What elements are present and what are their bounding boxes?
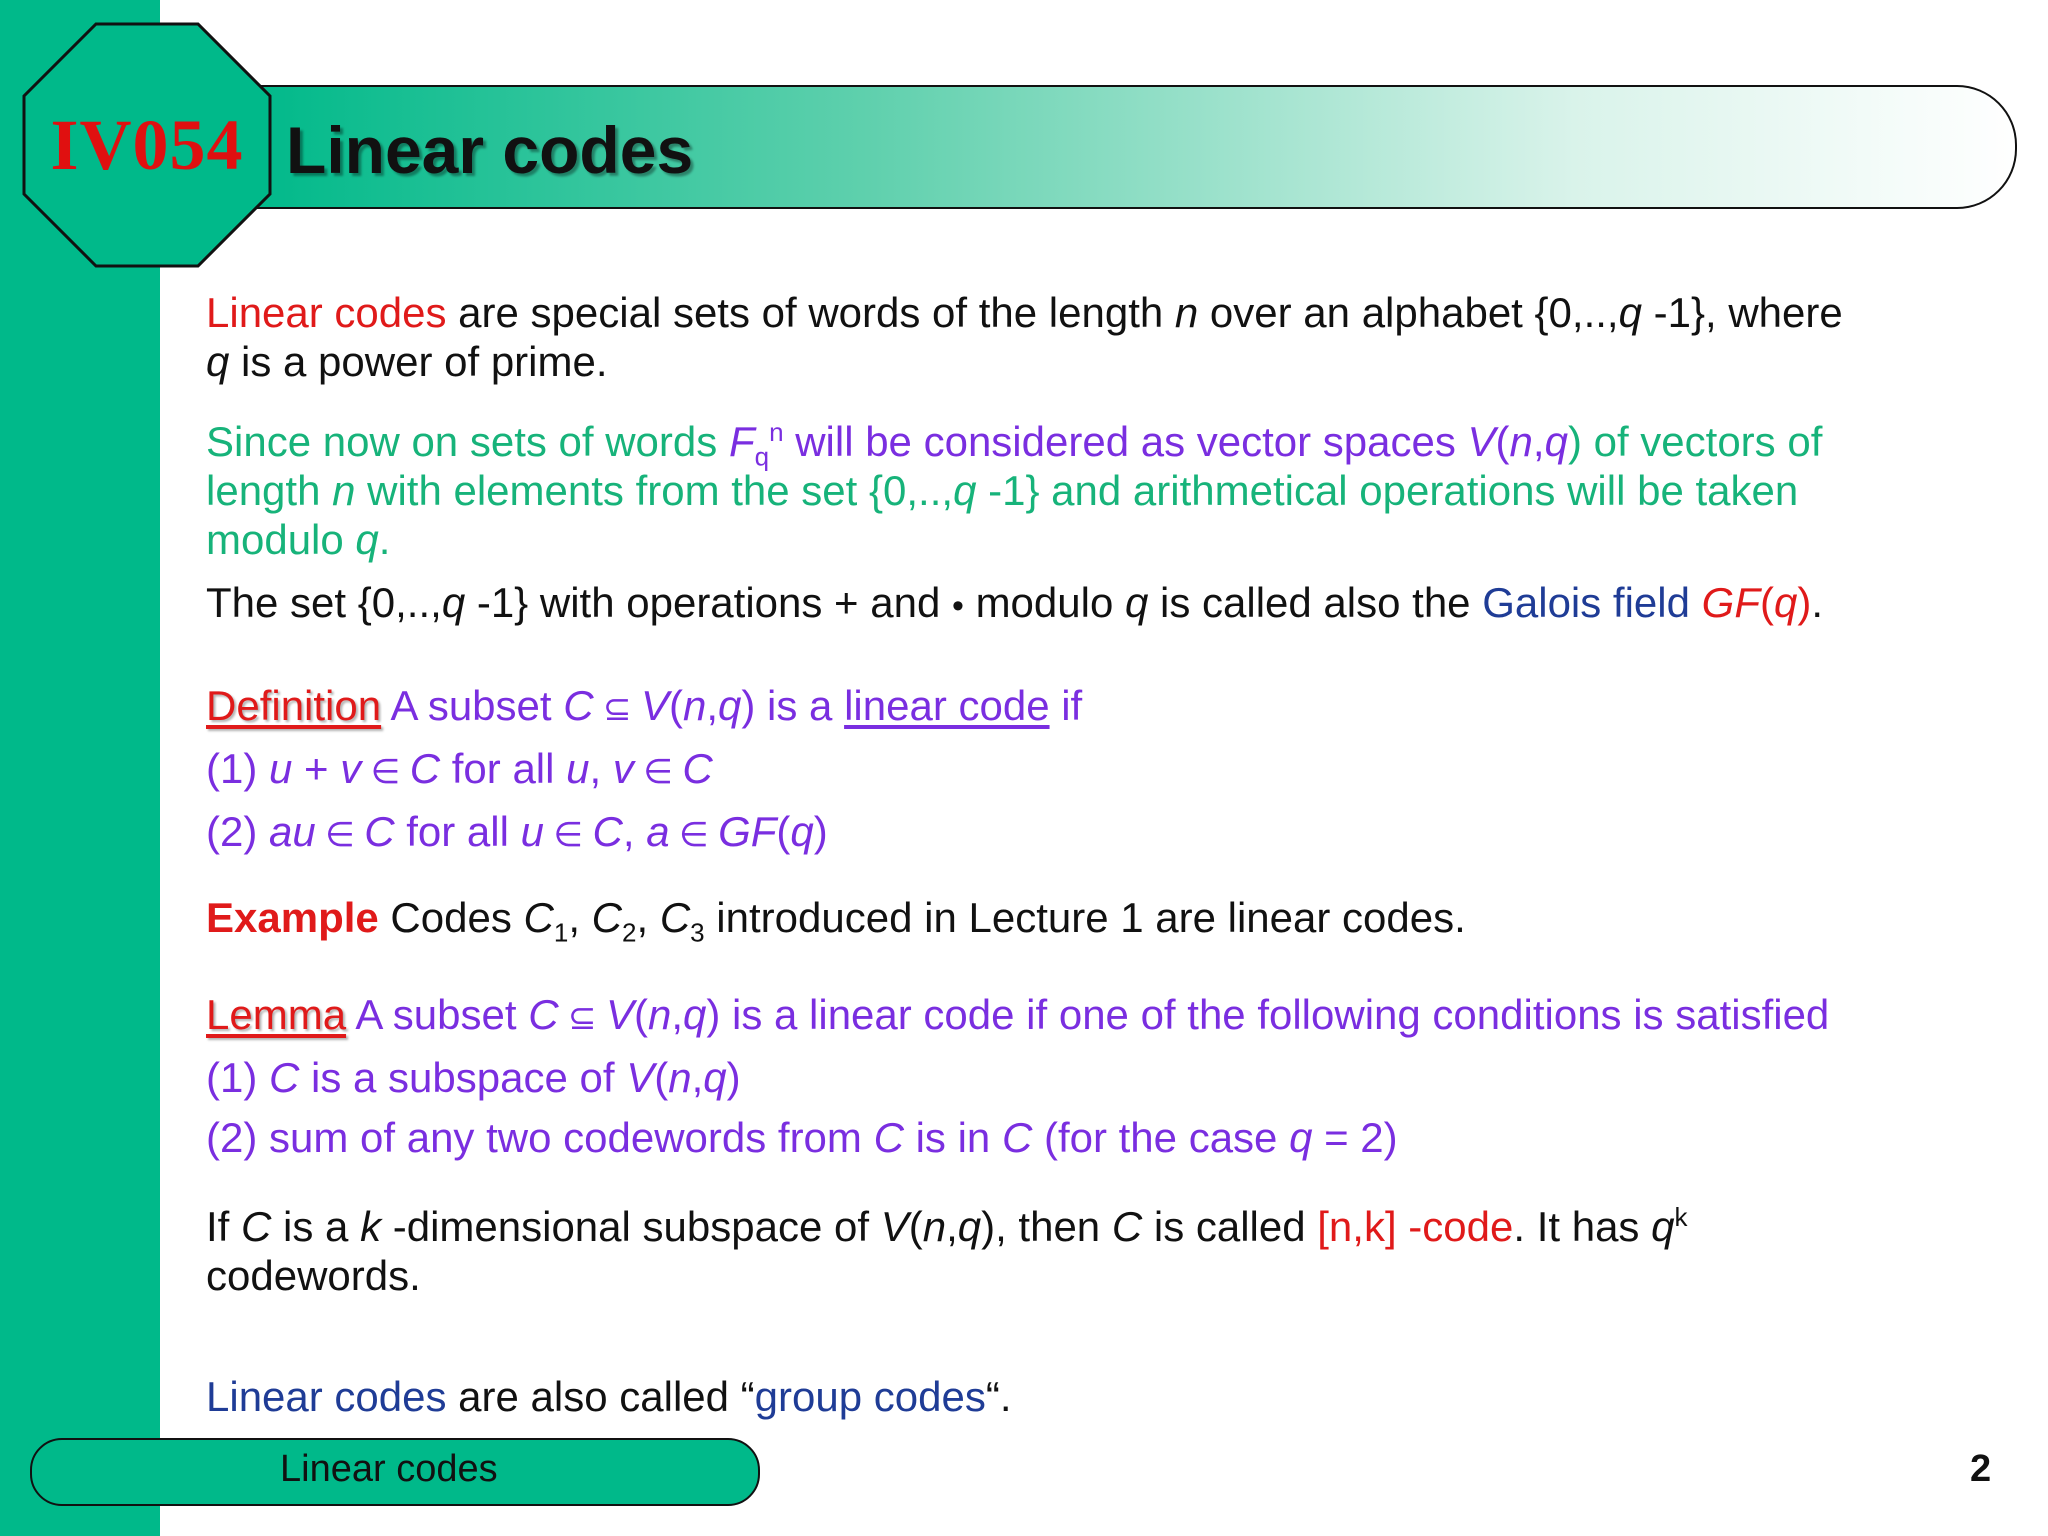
example-label: Example — [206, 894, 379, 941]
intro-paragraph: Linear codes are special sets of words of the length n over an alphabet {0,..,q -1}, where q is a power of prime. — [206, 289, 1843, 385]
course-logo: IV054 — [50, 104, 244, 185]
galois-field-paragraph: The set {0,..,q -1} with operations + and • modulo q is called also the Galois field GF(q). — [206, 579, 1824, 626]
nk-code-paragraph: If C is a k -dimensional subspace of V(n,q), then C is called [n,k] -code. It has $q^k$ codewords. — [206, 1202, 1688, 1299]
term-linear-codes: Linear codes — [206, 289, 447, 336]
footer-title: Linear codes — [280, 1448, 498, 1490]
lemma-block: Lemma A subset C ⊆ V(n,q) is a linear code if one of the following conditions is satisfied (1) C is a subspace of V(n,q) (2) sum of any two codewords from C is in C (for the case q = 2) — [206, 991, 1830, 1161]
term-group-codes: group codes — [754, 1373, 986, 1420]
page-title: Linear codes — [286, 113, 694, 187]
term-galois-field: Galois field — [1482, 579, 1690, 626]
term-linear-code: linear code — [844, 682, 1050, 729]
definition-label: Definition — [206, 682, 382, 729]
example-line: Example Codes $C_1$, $C_2$, $C_3$ introduced in Lecture 1 are linear codes. — [206, 894, 1466, 948]
page-number: 2 — [1970, 1448, 1992, 1490]
lemma-label: Lemma — [206, 991, 347, 1038]
group-codes-line: Linear codes are also called “group codes“. — [206, 1373, 1012, 1420]
definition-block: Definition A subset C ⊆ V(n,q) is a linear code if (1) u + v ∈ C for all u, v ∈ C (2) au ∈ C for all u ∈ C, a ∈ GF(q) — [206, 682, 1083, 855]
term-nk-code: [n,k] -code — [1317, 1203, 1514, 1250]
vector-space-paragraph: Since now on sets of words $F_q^n$ will be considered as vector spaces V(n,q) of vectors of length n with elements from the set {0,..,q -1} and arithmetical operations will be taken modulo q. — [206, 417, 1823, 563]
